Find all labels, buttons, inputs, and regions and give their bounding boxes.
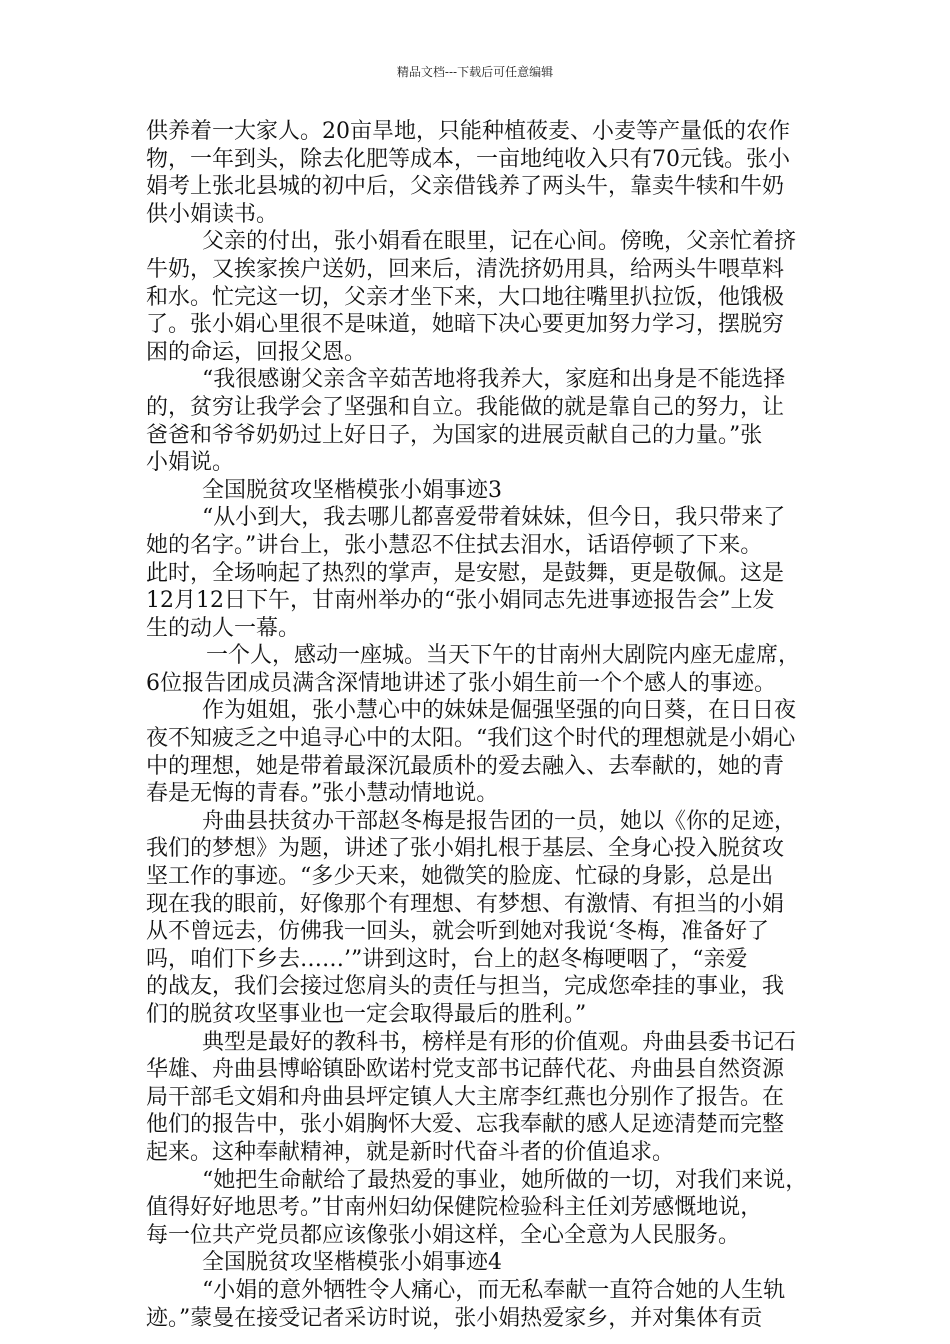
text-line: 每一位共产党员都应该像张小娟这样，全心全意为人民服务。 [146,1222,741,1248]
text-line: 和水。忙完这一切，父亲才坐下来，大口地往嘴里扒拉饭，他饿极 [146,284,785,310]
text-line: 夜不知疲乏之中追寻心中的太阳。“我们这个时代的理想就是小娟心 [146,726,796,752]
text-line: 华雄、舟曲县博峪镇卧欧诺村党支部书记薛代花、舟曲县自然资源 [146,1057,785,1083]
document-body [146,118,826,1332]
paragraph-start-line: “从小到大，我去哪儿都喜爱带着妹妹，但今日，我只带来了 [202,505,786,531]
text-line: 起来。这种奉献精神，就是新时代奋斗者的价值追求。 [146,1139,675,1165]
paragraph-start-line: 一个人，感动一座城。当天下午的甘南州大剧院内座无虚席， [206,643,801,669]
text-line: 供小娟读书。 [146,201,279,227]
text-line: 我们的梦想》为题，讲述了张小娟扎根于基层、全身心投入脱贫攻 [146,836,785,862]
text-line: 生的动人一幕。 [146,615,301,641]
paragraph-start-line: 父亲的付出，张小娟看在眼里，记在心间。傍晚，父亲忙着挤 [202,229,797,255]
paragraph-start-line: “我很感谢父亲含辛茹苦地将我养大，家庭和出身是不能选择 [202,367,786,393]
section-heading: 全国脱贫攻坚楷模张小娟事迹3 [202,477,502,503]
text-line: 物，一年到头，除去化肥等成本，一亩地纯收入只有70元钱。张小 [146,146,790,172]
text-line: 从不曾远去，仿佛我一回头，就会听到她对我说‘冬梅，准备好了 [146,919,769,945]
page-header: 精品文档---下载后可任意编辑 [396,65,554,79]
paragraph-start-line: 舟曲县扶贫办干部赵冬梅是报告团的一员，她以《你的足迹， [202,808,797,834]
text-line: 他们的报告中，张小娟胸怀大爱、忘我奉献的感人足迹清楚而完整 [146,1112,785,1138]
text-line: 们的脱贫攻坚事业也一定会取得最后的胜利。” [146,1002,587,1027]
text-line: 爸爸和爷爷奶奶过上好日子，为国家的进展贡献自己的力量。”张 [146,422,763,448]
text-line: 迹。”蒙曼在接受记者采访时说，张小娟热爱家乡，并对集体有贡 [146,1305,763,1331]
text-line: 牛奶，又挨家挨户送奶，回来后，清洗挤奶用具，给两头牛喂草料 [146,256,785,282]
text-line: 坚工作的事迹。“多少天来，她微笑的脸庞、忙碌的身影，总是出 [146,864,774,890]
text-line: 的战友，我们会接过您肩头的责任与担当，完成您牵挂的事业，我 [146,974,785,1000]
text-line: 值得好好地思考。”甘南州妇幼保健院检验科主任刘芳感慨地说， [146,1195,763,1221]
text-line: 她的名字。”讲台上，张小慧忍不住拭去泪水，话语停顿了下来。 [146,532,763,558]
section-heading: 全国脱贫攻坚楷模张小娟事迹4 [202,1250,502,1276]
text-line: 此时，全场响起了热烈的掌声，是安慰，是鼓舞，更是敬佩。这是 [146,560,785,586]
text-line: 局干部毛文娟和舟曲县坪定镇人大主席李红燕也分别作了报告。在 [146,1084,785,1110]
text-line: 了。张小娟心里很不是味道，她暗下决心要更加努力学习，摆脱穷 [146,312,785,338]
paragraph-start-line: 作为姐姐，张小慧心中的妹妹是倔强坚强的向日葵，在日日夜 [202,698,797,724]
paragraph-start-line: “她把生命献给了最热爱的事业，她所做的一切，对我们来说， [202,1167,808,1193]
text-line: 现在我的眼前，好像那个有理想、有梦想、有激情、有担当的小娟 [146,891,785,917]
paragraph-start-line: 典型是最好的教科书，榜样是有形的价值观。舟曲县委书记石 [202,1029,797,1055]
text-line: 小娟说。 [146,450,235,476]
paragraph-start-line: “小娟的意外牺牲令人痛心，而无私奉献一直符合她的人生轨 [202,1277,786,1303]
text-line: 娟考上张北县城的初中后，父亲借钱养了两头牛，靠卖牛犊和牛奶 [146,174,785,200]
text-line: 困的命运，回报父恩。 [146,339,367,365]
text-line: 中的理想，她是带着最深沉最质朴的爱去融入、去奉献的，她的青 [146,753,785,779]
text-line: 供养着一大家人。20亩旱地，只能种植莜麦、小麦等产量低的农作 [146,119,790,144]
text-line: 的，贫穷让我学会了坚强和自立。我能做的就是靠自己的努力，让 [146,394,785,420]
text-line: 6位报告团成员满含深情地讲述了张小娟生前一个个感人的事迹。 [146,670,776,696]
text-line: 吗，咱们下乡去……’”讲到这时，台上的赵冬梅哽咽了，“亲爱 [146,946,748,972]
text-line: 12月12日下午，甘南州举办的“张小娟同志先进事迹报告会”上发 [146,588,775,614]
text-line: 春是无悔的青春。”张小慧动情地说。 [146,781,499,807]
